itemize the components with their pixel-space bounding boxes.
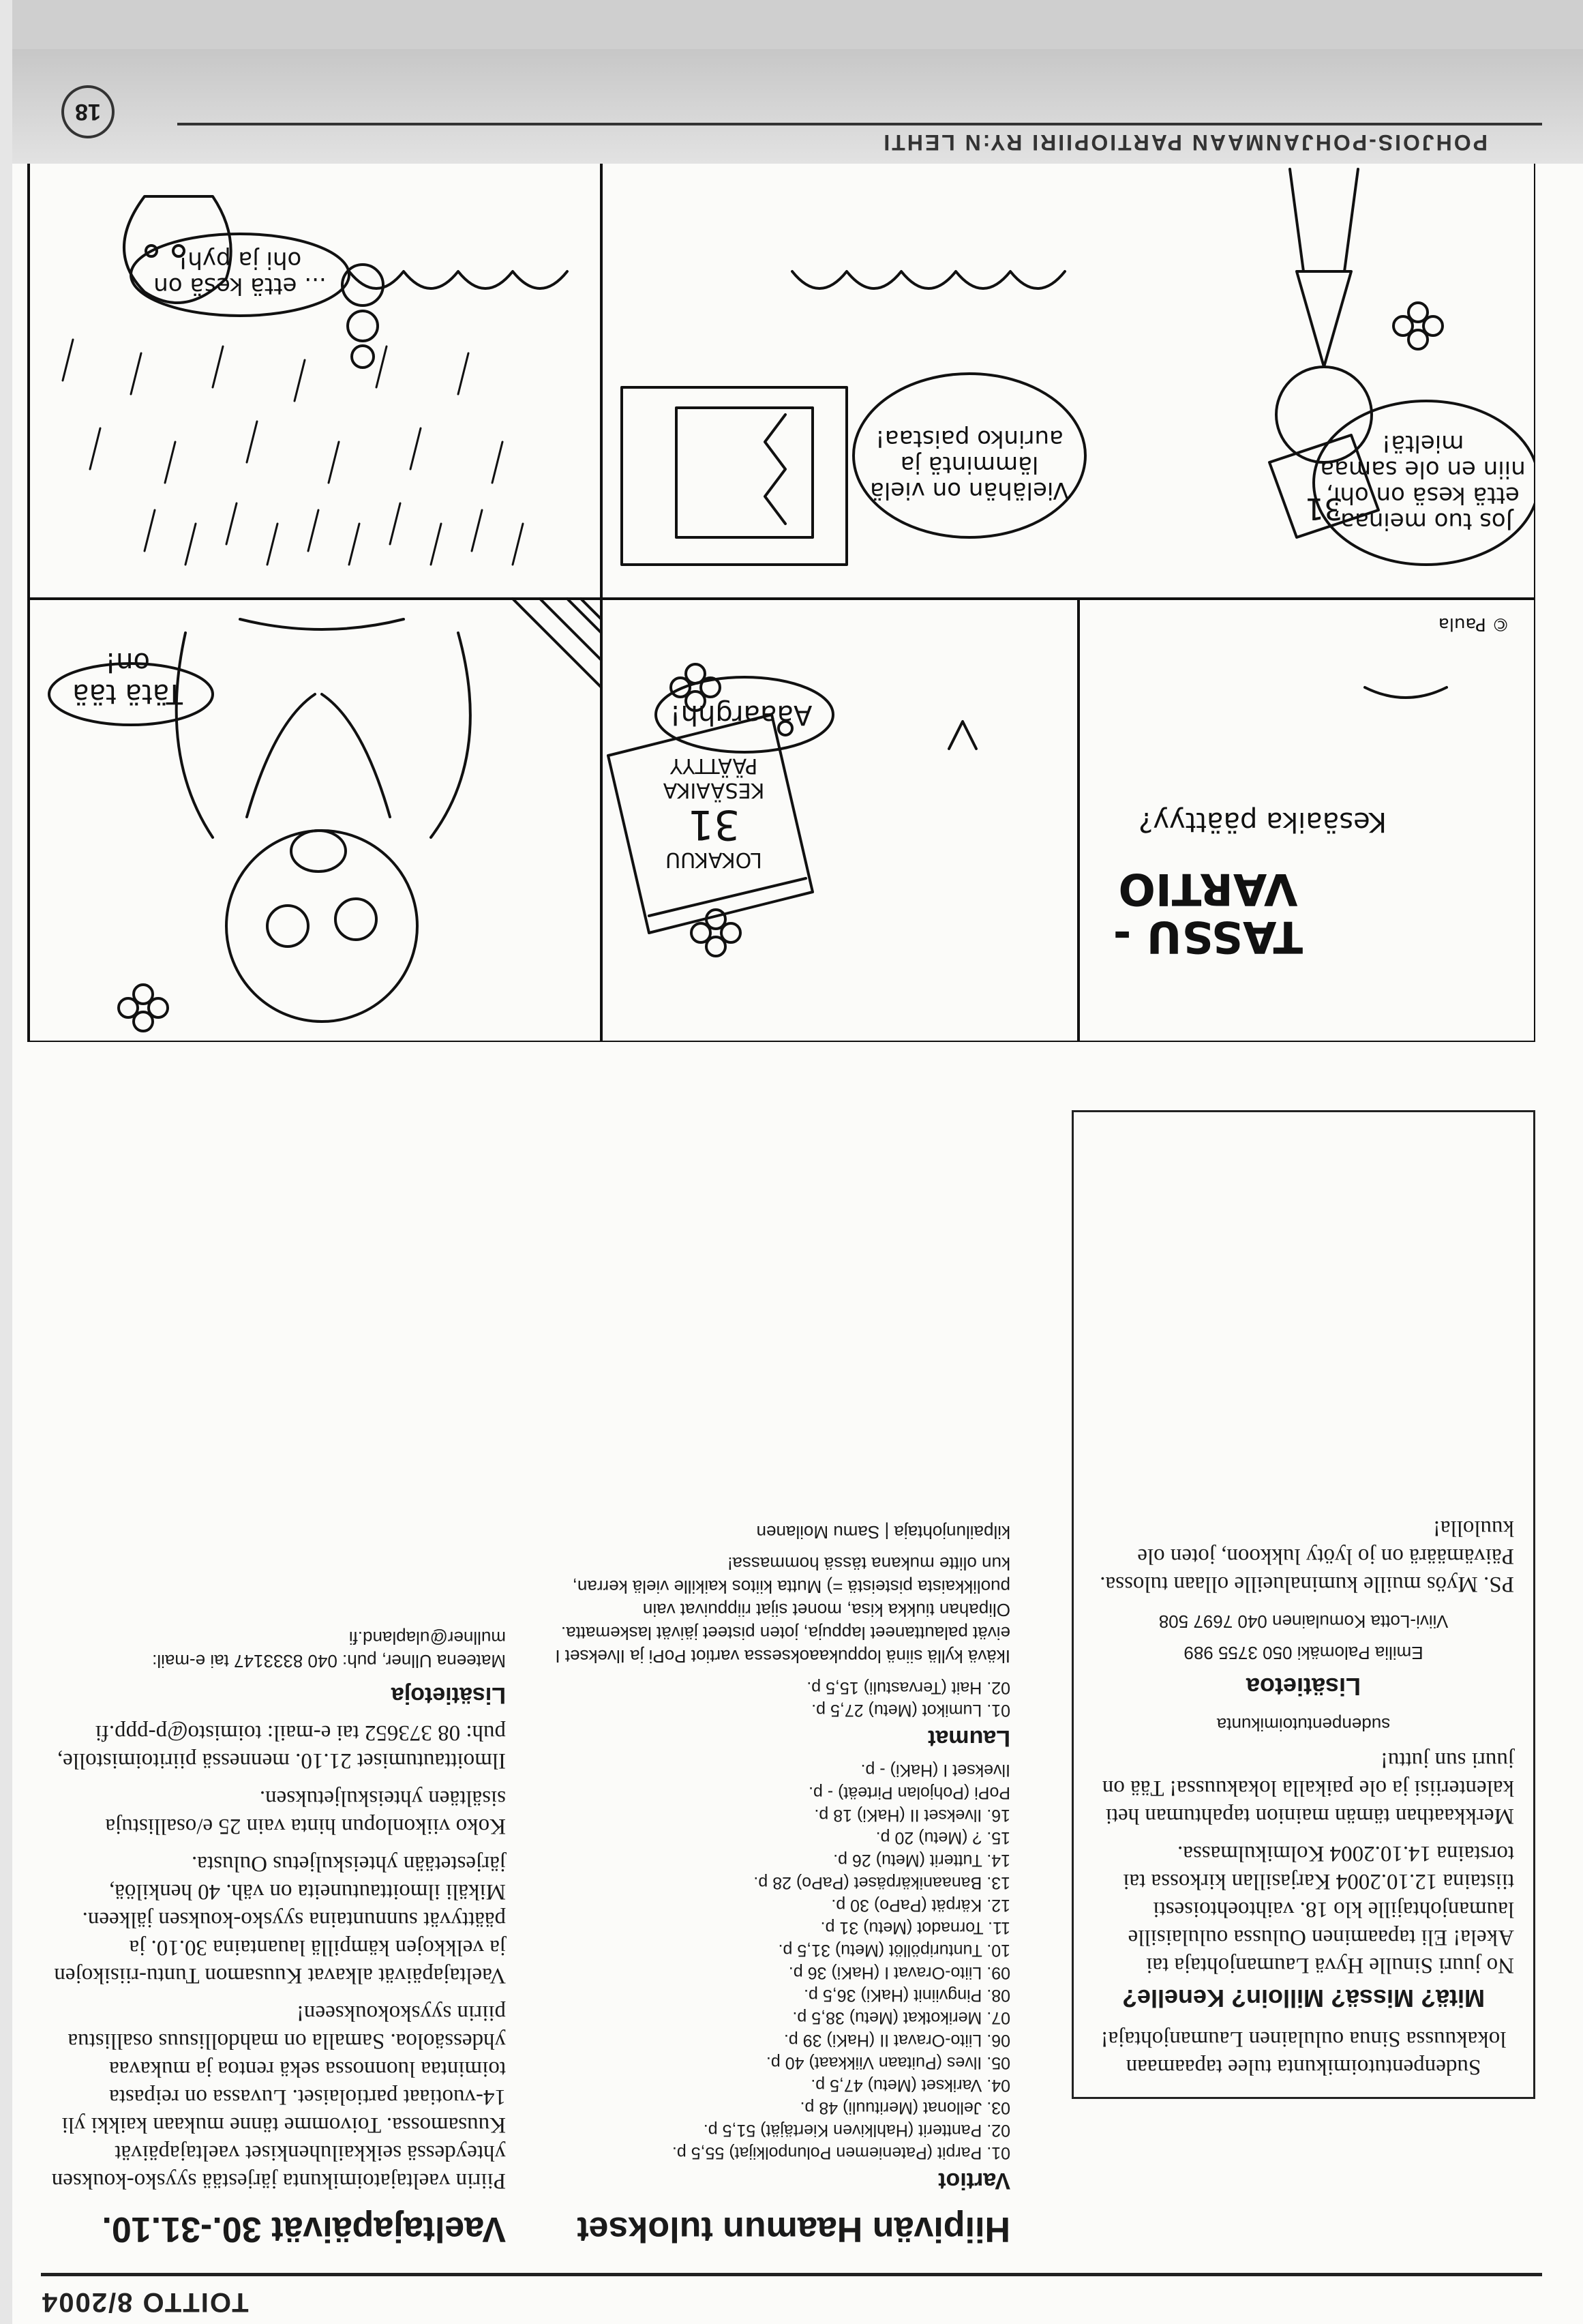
info-text: Mateena Ullner, puh: 040 8333147 tai e-mail: mullner@ulapland.fi — [152, 1628, 506, 1671]
calendar-line: KESÄAIKA — [663, 778, 765, 802]
magazine-issue: TOITTO 8/2004 — [41, 2287, 249, 2317]
article-paragraph: Ilmoittautumiset 21.10. mennessä piiritoimistolle, puh: 08 373652 tai e-mail: toimisto@p-ppp.fi — [57, 1720, 506, 1773]
list-item: 02. Hait (Tervastuli) 15,5 p. — [806, 1678, 1010, 1697]
list-item: 04. Varikset (Metu) 47,5 p. — [811, 2076, 1010, 2095]
list-item: 14. Tutterit (Metu) 26 p. — [833, 1851, 1010, 1870]
box-signature: sudenpentutoimikunta — [1216, 1714, 1391, 1735]
list-item: 13. Banaanikärpäset (PaPo) 28 p. — [753, 1873, 1010, 1892]
box-contact: Viivi-Lotta Komulainen 040 7697 508 — [1158, 1611, 1449, 1632]
flower-icon — [119, 985, 168, 1031]
list-item: 07. Merikotkat (Metu) 38,5 p. — [792, 2008, 1010, 2027]
list-item: 02. Pantterit (Hahlkiven Kiertäjät) 51,5 p. — [703, 2121, 1010, 2140]
calendar-small-day: 31 — [1305, 491, 1343, 526]
page-edge — [0, 0, 12, 2324]
article-results — [547, 1513, 1010, 2249]
rain-lines — [63, 340, 523, 565]
box-title: Mitä? Missä? Milloin? Kenelle? — [1121, 1984, 1486, 2012]
results-note: Ikävä kyllä siinä loppukaaoksessa vartiot PoPi ja Ilvekset I eivät palauttaneet lappuja, joten pisteet jäivät laskematta. Olipahan tiukka kisa, monet sijat riippuivat vain puolikkaista pisteistä =) Mutta kiitos kaikille vielä kerran, kun olitte mukana tässä hommassa! — [555, 1553, 1010, 1667]
bubble-house-text: Vielähän on vielä lämmintä ja aurinko paistaa! — [870, 425, 1069, 504]
results-list-laumat — [547, 1676, 1010, 1721]
article-paragraph: Vaeltajapäivät alkavat Kuusamon Tuntu-riisikojen ja velkkojen kämpillä lauantaina 30.10. ja päättyvät sunnuntaina syysko-kouksen jälkeen. Mikäli ilmoittautuneita on väh. 40 henkilöä, järjestetään yhteiskuljetus Oulusta. — [54, 1851, 506, 1988]
comic-title — [1085, 865, 1331, 960]
article-title: Vaeltajapäivät 30.-31.10. — [102, 2209, 506, 2249]
header-rule — [41, 2273, 1542, 2276]
calendar-line: PÄÄTTYY — [669, 754, 758, 777]
comic-credit: © Paula — [1438, 614, 1510, 634]
bubble-girl-text: Jos tuo meinaa, että kesä on ohi, niin en ole samaa mieltä! — [1320, 430, 1526, 535]
list-item: 08. Pingviinit (HaKi) 36,5 p. — [804, 1986, 1010, 2005]
list-item: 09. Liito-Oravat I (HaKi) 36 p. — [788, 1963, 1010, 1982]
box-paragraph: Merkkaathan tämän mainion tapahtuman heti kalenteriisi ja ole paikalla lokakuussa! Tää on juuri sun juttu! — [1102, 1748, 1514, 1828]
bubble-ghost-text: ... että kesä on ohi ja pyh! — [153, 246, 327, 299]
results-signature: kilpailunjohtaja | Samu Moilanen — [756, 1522, 1010, 1543]
calendar-text — [625, 753, 802, 872]
flower-icon — [1393, 303, 1443, 349]
results-title: Hiipivän Haamun tulokset — [577, 2209, 1010, 2249]
running-header — [0, 2261, 1583, 2324]
info-heading: Lisätietoja — [391, 1682, 506, 1708]
box-paragraph: No juuri Sinulle Hyvä Laumanjohtaja tai Akela! Eli tapaaminen Oulussa oululaisille laumanjohtajille klo 18. vaihtoehtoisesti tiistaina 12.10.2004 Karjasillan kirkossa tai torstaina 14.10.2004 Kolmikulmassa. — [1123, 1841, 1514, 1978]
calendar-day: 31 — [687, 801, 740, 848]
comic-strip — [22, 149, 1535, 1042]
article-paragraph: Koko viikonlopun hinta vain 25 e/osallistuja sisältäen yhteiskuljetuksen. — [105, 1786, 506, 1838]
box-info-title: Lisätietoa — [1246, 1673, 1361, 1701]
group-heading-laumat: Laumat — [928, 1725, 1010, 1751]
article-paragraph: Piirin vaeltajatoimikunta järjestää syysko-kouksen yhteydessä seikkailuhenkiset vaeltajapäivät Kuusamossa. Toivomme tänne mukaan kaikki yli 14-vuotiaat partiolaiset. Luvassa on reipasta toimintaa luonnossa sekä rentoa ja mukavaa yhdessäoloa. Samalla on mahdollisuus osallistua piirin syyskokoukseen! — [51, 2001, 506, 2193]
footer-rule — [177, 123, 1542, 125]
list-item: 01. Parpit (Pateniemen Polunpolkijat) 55,5 p. — [672, 2143, 1010, 2162]
list-item: 06. Liito-Oravat II (HaKi) 39 p. — [783, 2031, 1010, 2050]
list-item: 01. Lumikot (Metu) 27,5 p. — [811, 1701, 1010, 1720]
list-item: 05. Ilves (Puitaan Viikkaat) 40 p. — [766, 2053, 1010, 2072]
running-footer — [0, 0, 1583, 164]
group-heading-vartiot: Vartiot — [938, 2168, 1010, 2194]
list-item: 03. Jellonat (Merituuli) 48 p. — [800, 2098, 1010, 2117]
list-item: 12. Kärpät (PaPo) 30 p. — [831, 1896, 1010, 1915]
list-item: 16. Ilvekset II (HaKi) 18 p. — [814, 1806, 1010, 1825]
title-underline — [949, 687, 1447, 749]
list-item: 15. ? (Metu) 20 p. — [875, 1828, 1010, 1847]
house-drawing — [622, 387, 847, 565]
article-vaeltajapaivat — [49, 1618, 506, 2249]
page-number: 18 — [61, 85, 115, 138]
comic-question: Kesäaika päättyy? — [1139, 806, 1387, 837]
list-item: Ilvekset I (HaKi) - p. — [860, 1761, 1010, 1780]
exclaim-tata: Tätä tää on! — [72, 646, 183, 709]
box-intro: Sudenpentutoimikunta tulee tapaamaan lokakuussa Sinua oululainen Laumanjohtaja! — [1100, 2027, 1507, 2079]
announcement-box — [1072, 1110, 1535, 2099]
list-item: PoPi (Pohjolan Pirteät) - p. — [809, 1783, 1010, 1802]
exclaim-aargh: Aaaarghh! — [669, 699, 813, 730]
comic-title-line2: VARTIO — [1118, 863, 1298, 914]
box-ps: PS. Myös muille kuminalueille ollaan tulossa. Päivämäärä on jo lyöty lukkoon, joten ole kuulolla! — [1100, 1516, 1514, 1596]
bushes-drawing — [792, 271, 1065, 288]
list-item: 10. Tunturipöllöt (Metu) 31,5 p. — [778, 1941, 1010, 1960]
comic-title-line1: TASSU - — [1113, 911, 1303, 962]
calendar-month: LOKAKUU — [665, 848, 762, 872]
results-list-vartiot — [547, 1759, 1010, 2164]
hatch-corner — [513, 599, 601, 687]
list-item: 11. Tornadot (Metu) 31 p. — [820, 1918, 1010, 1937]
character-drawing — [177, 619, 470, 1022]
footer-text: POHJOIS-POHJANMAAN PARTIOPIIRI RY:N LEHTI — [881, 130, 1488, 155]
box-contact: Emilia Palomäki 050 3755 989 — [1184, 1643, 1423, 1663]
